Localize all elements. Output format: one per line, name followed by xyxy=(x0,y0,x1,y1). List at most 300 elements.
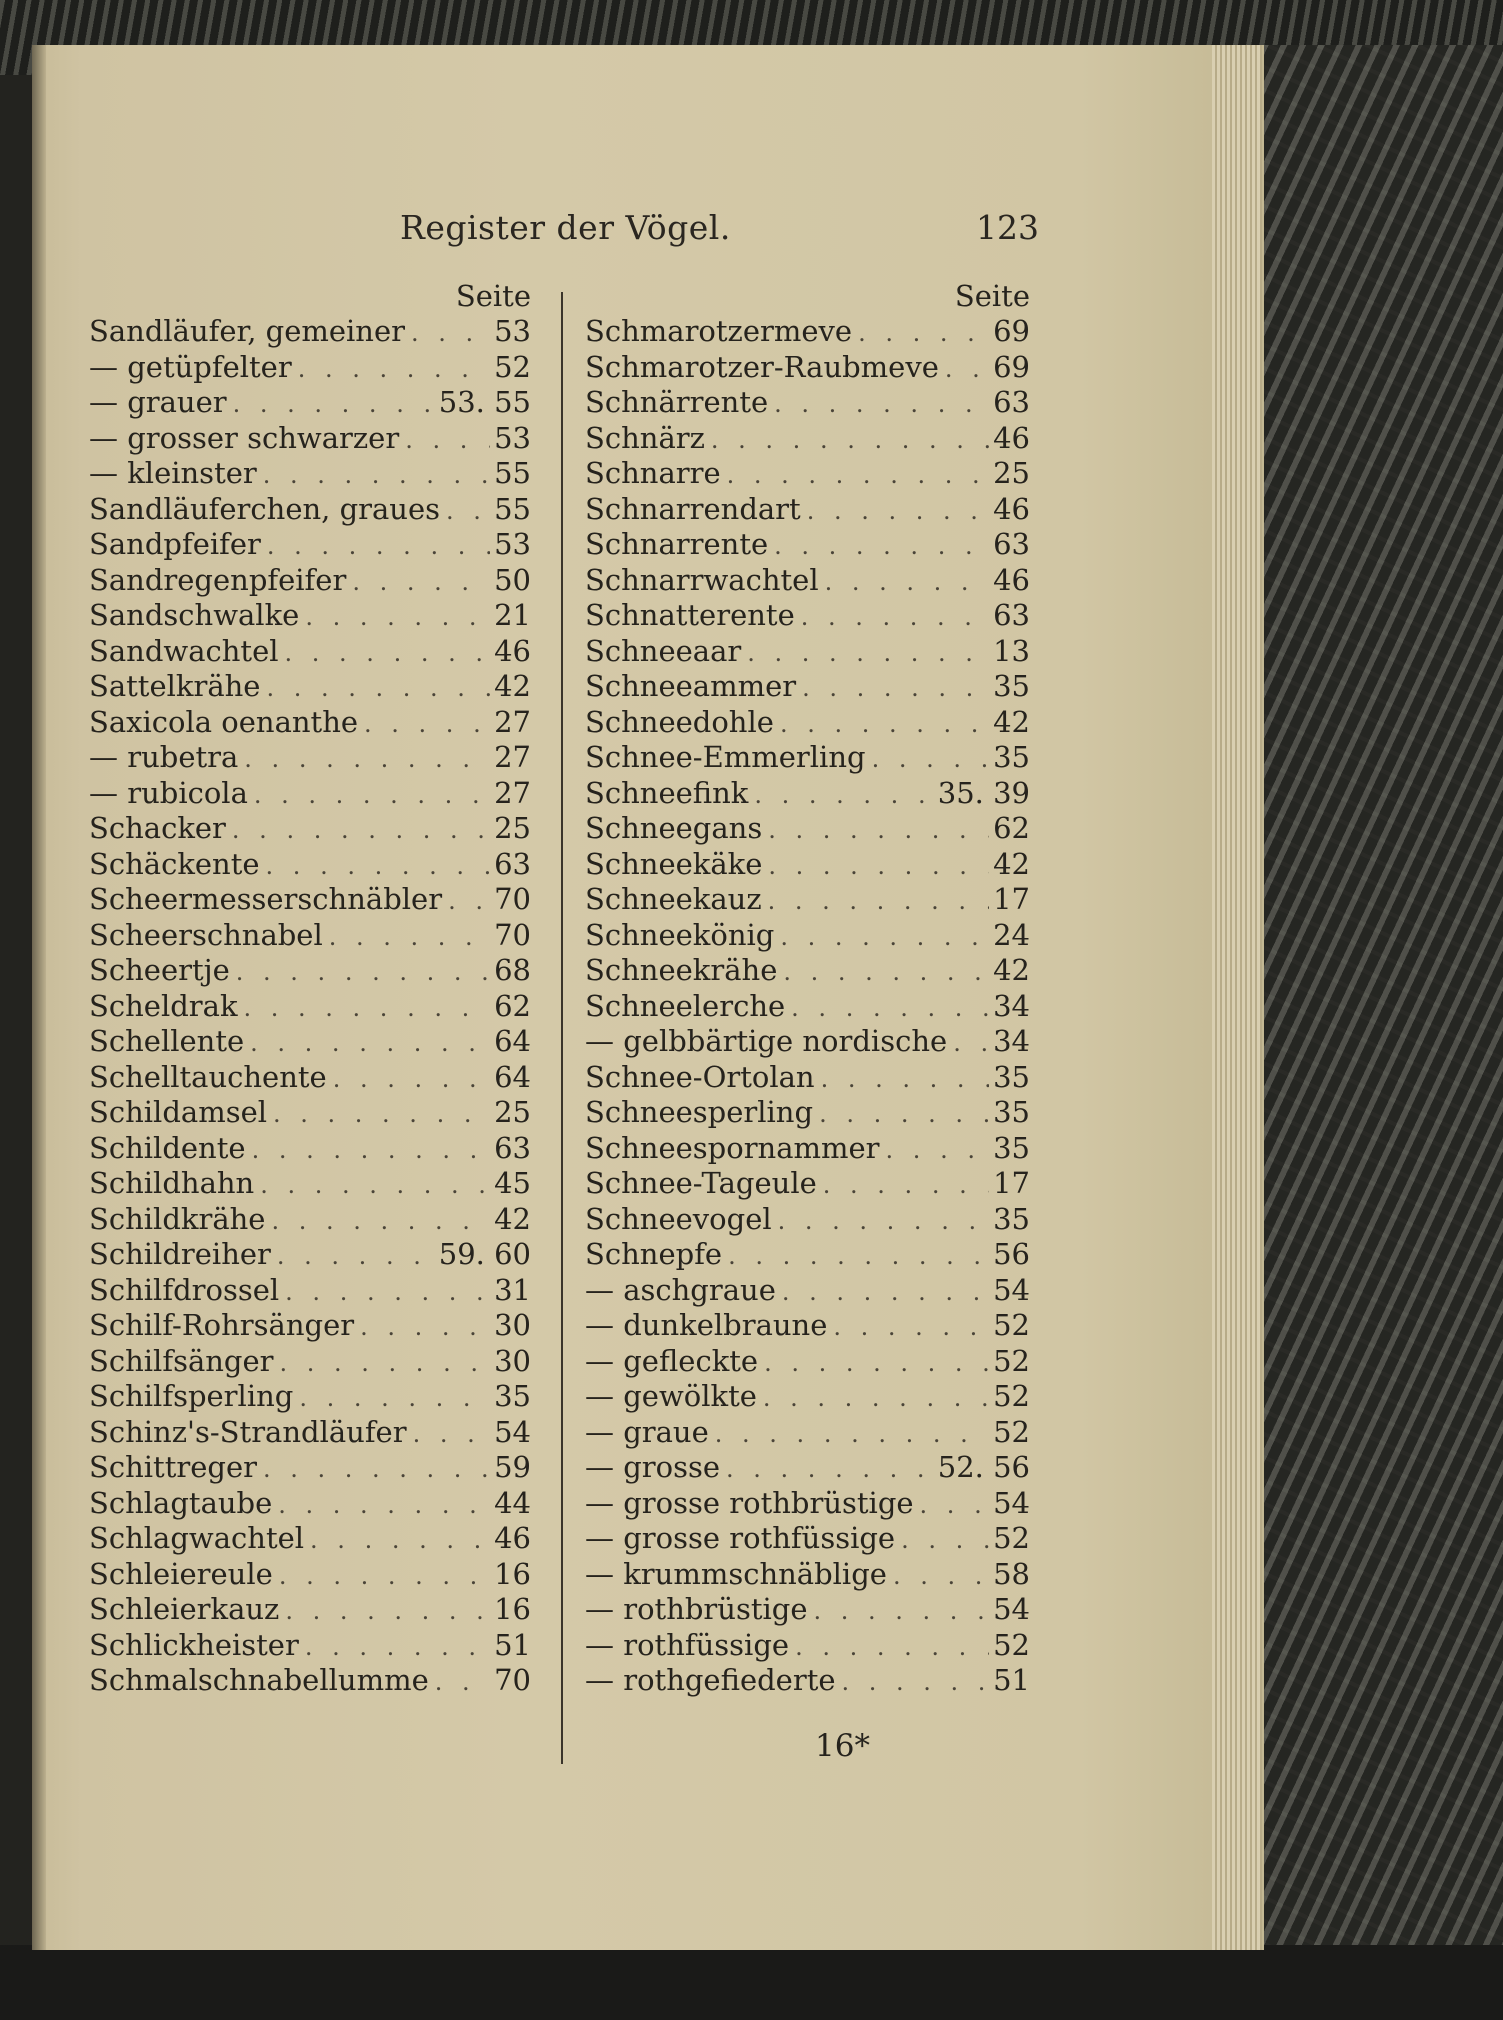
leader-dots xyxy=(346,565,490,601)
entry-name: — grosser schwarzer xyxy=(89,420,400,455)
entry-name: Schneeammer xyxy=(585,669,797,703)
index-entry xyxy=(89,811,531,847)
index-entry xyxy=(89,847,531,883)
entry-name: Scheldrak xyxy=(89,988,238,1023)
entry-name: Schildreiher xyxy=(89,1237,271,1271)
index-entry xyxy=(585,847,1030,883)
leader-dots xyxy=(709,1417,989,1453)
entry-page: 35 xyxy=(993,669,1030,703)
entry-page: 63 xyxy=(993,527,1030,561)
index-entry xyxy=(585,1628,1030,1664)
leader-dots xyxy=(442,884,490,920)
index-entry xyxy=(89,314,531,350)
entry-name: Schneeaar xyxy=(585,633,742,668)
index-entry xyxy=(89,1131,531,1167)
entry-page: 52. 56 xyxy=(937,1450,1030,1484)
entry-name: — gewölkte xyxy=(585,1379,757,1413)
index-entry xyxy=(89,1628,531,1664)
index-list-right xyxy=(585,314,1030,1699)
leader-dots xyxy=(279,1275,490,1311)
index-entry xyxy=(585,1166,1030,1202)
index-entry xyxy=(89,1521,531,1557)
leader-dots xyxy=(762,813,989,849)
leader-dots xyxy=(358,707,490,743)
entry-page: 35. 39 xyxy=(937,775,1030,810)
entry-page: 27 xyxy=(494,704,531,739)
entry-page: 63 xyxy=(993,598,1030,632)
entry-page: 24 xyxy=(993,917,1030,952)
entry-page: 52 xyxy=(993,1627,1030,1662)
index-entry xyxy=(89,1060,531,1096)
entry-page: 70 xyxy=(494,917,531,952)
index-entry xyxy=(585,1450,1030,1486)
index-entry xyxy=(585,1202,1030,1238)
entry-page: 53 xyxy=(494,420,531,455)
entry-page: 63 xyxy=(494,1130,531,1165)
entry-page: 30 xyxy=(494,1308,531,1342)
entry-page: 55 xyxy=(494,456,531,490)
entry-name: Schildente xyxy=(89,1130,246,1165)
index-entry xyxy=(89,1344,531,1380)
entry-page: 16 xyxy=(494,1592,531,1626)
entry-name: Schelltauchente xyxy=(89,1059,327,1094)
index-entry xyxy=(89,563,531,599)
entry-name: — gelbbärtige nordische xyxy=(585,1024,948,1058)
leader-dots xyxy=(801,494,989,530)
index-entry xyxy=(585,740,1030,776)
entry-page: 50 xyxy=(494,562,531,597)
index-entry xyxy=(89,776,531,812)
leader-dots xyxy=(808,1594,990,1630)
leader-dots xyxy=(327,1062,490,1098)
leader-dots xyxy=(819,565,989,601)
entry-name: — grauer xyxy=(89,385,227,419)
index-entry xyxy=(89,1308,531,1344)
index-column-left xyxy=(89,278,531,1699)
entry-name: Schnepfe xyxy=(585,1237,723,1271)
entry-name: Schnee-Tageule xyxy=(585,1166,817,1200)
entry-page: 59 xyxy=(494,1450,531,1484)
leader-dots xyxy=(440,494,490,530)
entry-page: 64 xyxy=(494,1059,531,1094)
leader-dots xyxy=(267,1097,490,1133)
entry-name: Schneekauz xyxy=(585,882,762,916)
index-entry xyxy=(89,527,531,563)
entry-name: Schildkrähe xyxy=(89,1201,266,1236)
index-entry xyxy=(89,1379,531,1415)
entry-name: Schnarrwachtel xyxy=(585,562,819,597)
leader-dots xyxy=(257,458,490,494)
index-entry xyxy=(585,421,1030,457)
entry-page: 58 xyxy=(993,1556,1030,1591)
leader-dots xyxy=(880,1133,990,1169)
index-entry xyxy=(585,385,1030,421)
leader-dots xyxy=(273,1559,490,1595)
entry-page: 59. 60 xyxy=(438,1237,531,1271)
entry-page: 62 xyxy=(494,988,531,1023)
entry-name: Schlagwachtel xyxy=(89,1521,305,1555)
entry-page: 42 xyxy=(993,846,1030,881)
index-entry xyxy=(89,1202,531,1238)
leader-dots xyxy=(292,352,490,388)
entry-name: Schleiereule xyxy=(89,1556,273,1591)
entry-page: 30 xyxy=(494,1343,531,1378)
leader-dots xyxy=(272,1488,490,1524)
entry-name: Saxicola oenanthe xyxy=(89,704,359,739)
entry-name: Schilf-Rohrsänger xyxy=(89,1308,355,1342)
leader-dots xyxy=(777,955,989,991)
index-entry xyxy=(585,1308,1030,1344)
leader-dots xyxy=(721,458,989,494)
entry-name: Sandschwalke xyxy=(89,598,300,632)
entry-page: 42 xyxy=(993,953,1030,987)
index-entry xyxy=(89,1415,531,1451)
leader-dots xyxy=(265,1204,490,1240)
entry-name: Schlickheister xyxy=(89,1627,299,1662)
leader-dots xyxy=(772,1204,989,1240)
index-entry xyxy=(585,563,1030,599)
leader-dots xyxy=(939,352,989,388)
entry-page: 46 xyxy=(494,633,531,668)
index-entry xyxy=(89,1663,531,1699)
entry-name: Schinz's-Strandläufer xyxy=(89,1414,407,1449)
index-entry xyxy=(89,385,531,421)
entry-page: 52 xyxy=(993,1521,1030,1555)
leader-dots xyxy=(796,671,989,707)
index-entry xyxy=(89,456,531,492)
entry-page: 35 xyxy=(993,740,1030,774)
leader-dots xyxy=(227,387,435,423)
entry-name: Schacker xyxy=(89,811,226,845)
entry-page: 16 xyxy=(494,1556,531,1591)
index-entry xyxy=(89,1237,531,1273)
entry-page: 62 xyxy=(993,811,1030,845)
index-entry xyxy=(585,350,1030,386)
entry-page: 44 xyxy=(494,1485,531,1520)
leader-dots xyxy=(405,316,490,352)
entry-page: 52 xyxy=(993,1379,1030,1413)
entry-name: Sandläufer, gemeiner xyxy=(89,314,406,348)
entry-name: Schneefink xyxy=(585,775,749,810)
index-entry xyxy=(585,953,1030,989)
index-entry xyxy=(89,1273,531,1309)
entry-name: Schneegans xyxy=(585,811,763,845)
index-entry xyxy=(89,1095,531,1131)
entry-name: Schnärrente xyxy=(585,385,769,419)
index-entry xyxy=(585,705,1030,741)
entry-page: 52 xyxy=(993,1343,1030,1378)
leader-dots xyxy=(827,1310,989,1346)
entry-page: 69 xyxy=(993,314,1030,348)
entry-name: Schlagtaube xyxy=(89,1485,273,1520)
entry-name: Schilfdrossel xyxy=(89,1272,280,1307)
entry-page: 21 xyxy=(494,598,531,632)
entry-name: — grosse rothbrüstige xyxy=(585,1485,914,1520)
entry-name: Schellente xyxy=(89,1024,245,1058)
index-entry xyxy=(89,1557,531,1593)
entry-page: 54 xyxy=(993,1272,1030,1307)
entry-name: Schildamsel xyxy=(89,1095,268,1129)
entry-name: Schnatterente xyxy=(585,598,795,632)
index-entry xyxy=(585,1521,1030,1557)
entry-name: — getüpfelter xyxy=(89,349,292,384)
index-entry xyxy=(89,492,531,528)
index-entry xyxy=(585,811,1030,847)
entry-page: 42 xyxy=(494,1201,531,1236)
entry-page: 34 xyxy=(993,988,1030,1023)
leader-dots xyxy=(774,920,989,956)
index-entry xyxy=(585,669,1030,705)
leader-dots xyxy=(762,884,989,920)
index-entry xyxy=(585,989,1030,1025)
leader-dots xyxy=(722,1239,989,1275)
leader-dots xyxy=(293,1381,490,1417)
leader-dots xyxy=(246,1133,491,1169)
index-entry xyxy=(585,1592,1030,1628)
index-list-left xyxy=(89,314,531,1699)
index-entry xyxy=(89,1166,531,1202)
entry-name: — gefleckte xyxy=(585,1343,759,1378)
entry-page: 64 xyxy=(494,1024,531,1058)
leader-dots xyxy=(279,636,491,672)
entry-page: 34 xyxy=(993,1024,1030,1058)
entry-page: 54 xyxy=(993,1592,1030,1626)
entry-page: 55 xyxy=(494,491,531,526)
entry-name: — rothfüssige xyxy=(585,1627,790,1662)
entry-name: Schneekäke xyxy=(585,846,763,881)
index-entry xyxy=(89,1024,531,1060)
entry-name: Schnarre xyxy=(585,456,721,490)
entry-page: 53. 55 xyxy=(438,385,531,419)
index-entry xyxy=(585,776,1030,812)
entry-page: 13 xyxy=(993,633,1030,668)
entry-name: Schmarotzermeve xyxy=(585,314,853,348)
index-entry xyxy=(585,1379,1030,1415)
entry-page: 68 xyxy=(494,953,531,987)
leader-dots xyxy=(817,1168,989,1204)
entry-page: 35 xyxy=(993,1201,1030,1236)
entry-page: 70 xyxy=(494,1663,531,1697)
index-entry xyxy=(89,1592,531,1628)
entry-name: Scheertje xyxy=(89,953,230,987)
entry-page: 31 xyxy=(494,1272,531,1307)
index-entry xyxy=(89,918,531,954)
leader-dots xyxy=(789,1630,989,1666)
leader-dots xyxy=(399,423,490,459)
leader-dots xyxy=(304,1523,490,1559)
leader-dots xyxy=(226,813,490,849)
leader-dots xyxy=(705,423,989,459)
leader-dots xyxy=(887,1559,989,1595)
entry-name: Schneevogel xyxy=(585,1201,772,1236)
entry-page: 25 xyxy=(494,811,531,845)
index-entry xyxy=(89,350,531,386)
leader-dots xyxy=(238,991,491,1027)
leader-dots xyxy=(274,1346,491,1382)
leader-dots xyxy=(271,1239,435,1275)
entry-name: Schnarrendart xyxy=(585,491,801,526)
index-entry xyxy=(585,1024,1030,1060)
leader-dots xyxy=(238,742,490,778)
entry-name: Schnee-Ortolan xyxy=(585,1059,815,1094)
entry-name: Schmarotzer-Raubmeve xyxy=(585,349,939,384)
entry-page: 27 xyxy=(494,775,531,810)
leader-dots xyxy=(260,849,491,885)
leader-dots xyxy=(768,387,989,423)
entry-page: 42 xyxy=(993,704,1030,739)
entry-name: Schneelerche xyxy=(585,988,786,1023)
index-entry xyxy=(89,989,531,1025)
entry-page: 52 xyxy=(494,349,531,384)
entry-name: Scheermesserschnäbler xyxy=(89,882,443,916)
leader-dots xyxy=(774,707,989,743)
entry-name: Schilfsperling xyxy=(89,1379,294,1413)
index-entry xyxy=(89,740,531,776)
index-entry xyxy=(585,456,1030,492)
index-entry xyxy=(585,634,1030,670)
column-heading-seite: Seite xyxy=(455,279,531,313)
index-entry xyxy=(585,1663,1030,1699)
index-entry xyxy=(585,527,1030,563)
entry-name: — rothgefiederte xyxy=(585,1663,836,1697)
column-heading-seite: Seite xyxy=(954,279,1030,313)
index-entry xyxy=(585,1486,1030,1522)
entry-page: 46 xyxy=(993,491,1030,526)
entry-name: Schleierkauz xyxy=(89,1592,280,1626)
index-entry xyxy=(585,882,1030,918)
entry-page: 27 xyxy=(494,740,531,774)
leader-dots xyxy=(248,778,490,814)
entry-name: Scheerschnabel xyxy=(89,917,323,952)
index-entry xyxy=(585,918,1030,954)
marbled-cover-board xyxy=(1262,45,1503,1945)
leader-dots xyxy=(762,849,989,885)
leader-dots xyxy=(257,1452,490,1488)
entry-name: Sandläuferchen, graues xyxy=(89,491,441,526)
leader-dots xyxy=(230,955,490,991)
leader-dots xyxy=(429,1665,490,1701)
leader-dots xyxy=(299,1630,490,1666)
entry-page: 35 xyxy=(993,1059,1030,1094)
entry-name: — grosse rothfüssige xyxy=(585,1521,896,1555)
entry-page: 35 xyxy=(993,1130,1030,1165)
leader-dots xyxy=(785,991,989,1027)
leader-dots xyxy=(261,529,490,565)
leader-dots xyxy=(813,1097,989,1133)
leader-dots xyxy=(836,1665,990,1701)
running-head-title: Register der Vögel. xyxy=(400,208,731,247)
entry-page: 42 xyxy=(494,669,531,703)
entry-name: Schnärz xyxy=(585,420,705,455)
entry-name: — aschgraue xyxy=(585,1272,776,1307)
entry-page: 56 xyxy=(993,1237,1030,1271)
leader-dots xyxy=(254,1168,490,1204)
entry-page: 35 xyxy=(993,1095,1030,1129)
leader-dots xyxy=(260,671,490,707)
entry-name: — dunkelbraune xyxy=(585,1308,828,1342)
entry-name: — kleinster xyxy=(89,456,257,490)
index-entry xyxy=(585,1095,1030,1131)
index-entry xyxy=(89,882,531,918)
entry-page: 25 xyxy=(494,1095,531,1129)
entry-name: — rubicola xyxy=(89,775,248,810)
leader-dots xyxy=(758,1346,989,1382)
entry-page: 51 xyxy=(993,1663,1030,1697)
leader-dots xyxy=(323,920,490,956)
entry-page: 52 xyxy=(993,1308,1030,1342)
leader-dots xyxy=(866,742,990,778)
entry-page: 35 xyxy=(494,1379,531,1413)
leader-dots xyxy=(914,1488,990,1524)
entry-page: 63 xyxy=(993,385,1030,419)
entry-page: 69 xyxy=(993,349,1030,384)
entry-name: Schittreger xyxy=(89,1450,257,1484)
entry-name: Schäckente xyxy=(89,846,260,881)
index-entry xyxy=(585,314,1030,350)
index-entry xyxy=(89,953,531,989)
index-entry xyxy=(89,598,531,634)
leader-dots xyxy=(748,778,933,814)
page-number: 123 xyxy=(976,208,1039,247)
index-entry xyxy=(89,669,531,705)
entry-name: Schneedohle xyxy=(585,704,774,739)
index-entry xyxy=(585,1237,1030,1273)
leader-dots xyxy=(757,1381,989,1417)
entry-name: — rubetra xyxy=(89,740,239,774)
leader-dots xyxy=(795,600,989,636)
index-entry xyxy=(585,1344,1030,1380)
entry-page: 25 xyxy=(993,456,1030,490)
entry-name: Sattelkrähe xyxy=(89,669,261,703)
leader-dots xyxy=(354,1310,490,1346)
leader-dots xyxy=(852,316,989,352)
entry-name: Schneesperling xyxy=(585,1095,814,1129)
entry-name: Sandwachtel xyxy=(89,633,279,668)
leader-dots xyxy=(895,1523,989,1559)
entry-page: 46 xyxy=(993,420,1030,455)
entry-name: — krummschnäblige xyxy=(585,1556,887,1591)
entry-page: 51 xyxy=(494,1627,531,1662)
entry-page: 46 xyxy=(993,562,1030,597)
page-gutter xyxy=(32,45,46,1950)
entry-page: 17 xyxy=(993,882,1030,916)
entry-name: — graue xyxy=(585,1414,709,1449)
entry-name: Schneespornammer xyxy=(585,1130,880,1165)
entry-name: — grosse xyxy=(585,1450,721,1484)
entry-page: 46 xyxy=(494,1521,531,1555)
entry-page: 54 xyxy=(494,1414,531,1449)
entry-page: 45 xyxy=(494,1166,531,1200)
leader-dots xyxy=(244,1026,490,1062)
entry-name: Schilfsänger xyxy=(89,1343,274,1378)
index-entry xyxy=(585,1060,1030,1096)
entry-page: 63 xyxy=(494,846,531,881)
index-entry xyxy=(585,598,1030,634)
index-entry xyxy=(89,634,531,670)
index-entry xyxy=(89,421,531,457)
printer-signature-mark: 16* xyxy=(815,1728,870,1764)
entry-name: Sandpfeifer xyxy=(89,527,261,561)
entry-page: 70 xyxy=(494,882,531,916)
index-entry xyxy=(585,1415,1030,1451)
entry-page: 54 xyxy=(993,1485,1030,1520)
index-entry xyxy=(89,1450,531,1486)
entry-page: 53 xyxy=(494,314,531,348)
leader-dots xyxy=(741,636,989,672)
entry-name: Schmalschnabellumme xyxy=(89,1663,429,1697)
entry-name: Schnarrente xyxy=(585,527,769,561)
index-entry xyxy=(585,492,1030,528)
